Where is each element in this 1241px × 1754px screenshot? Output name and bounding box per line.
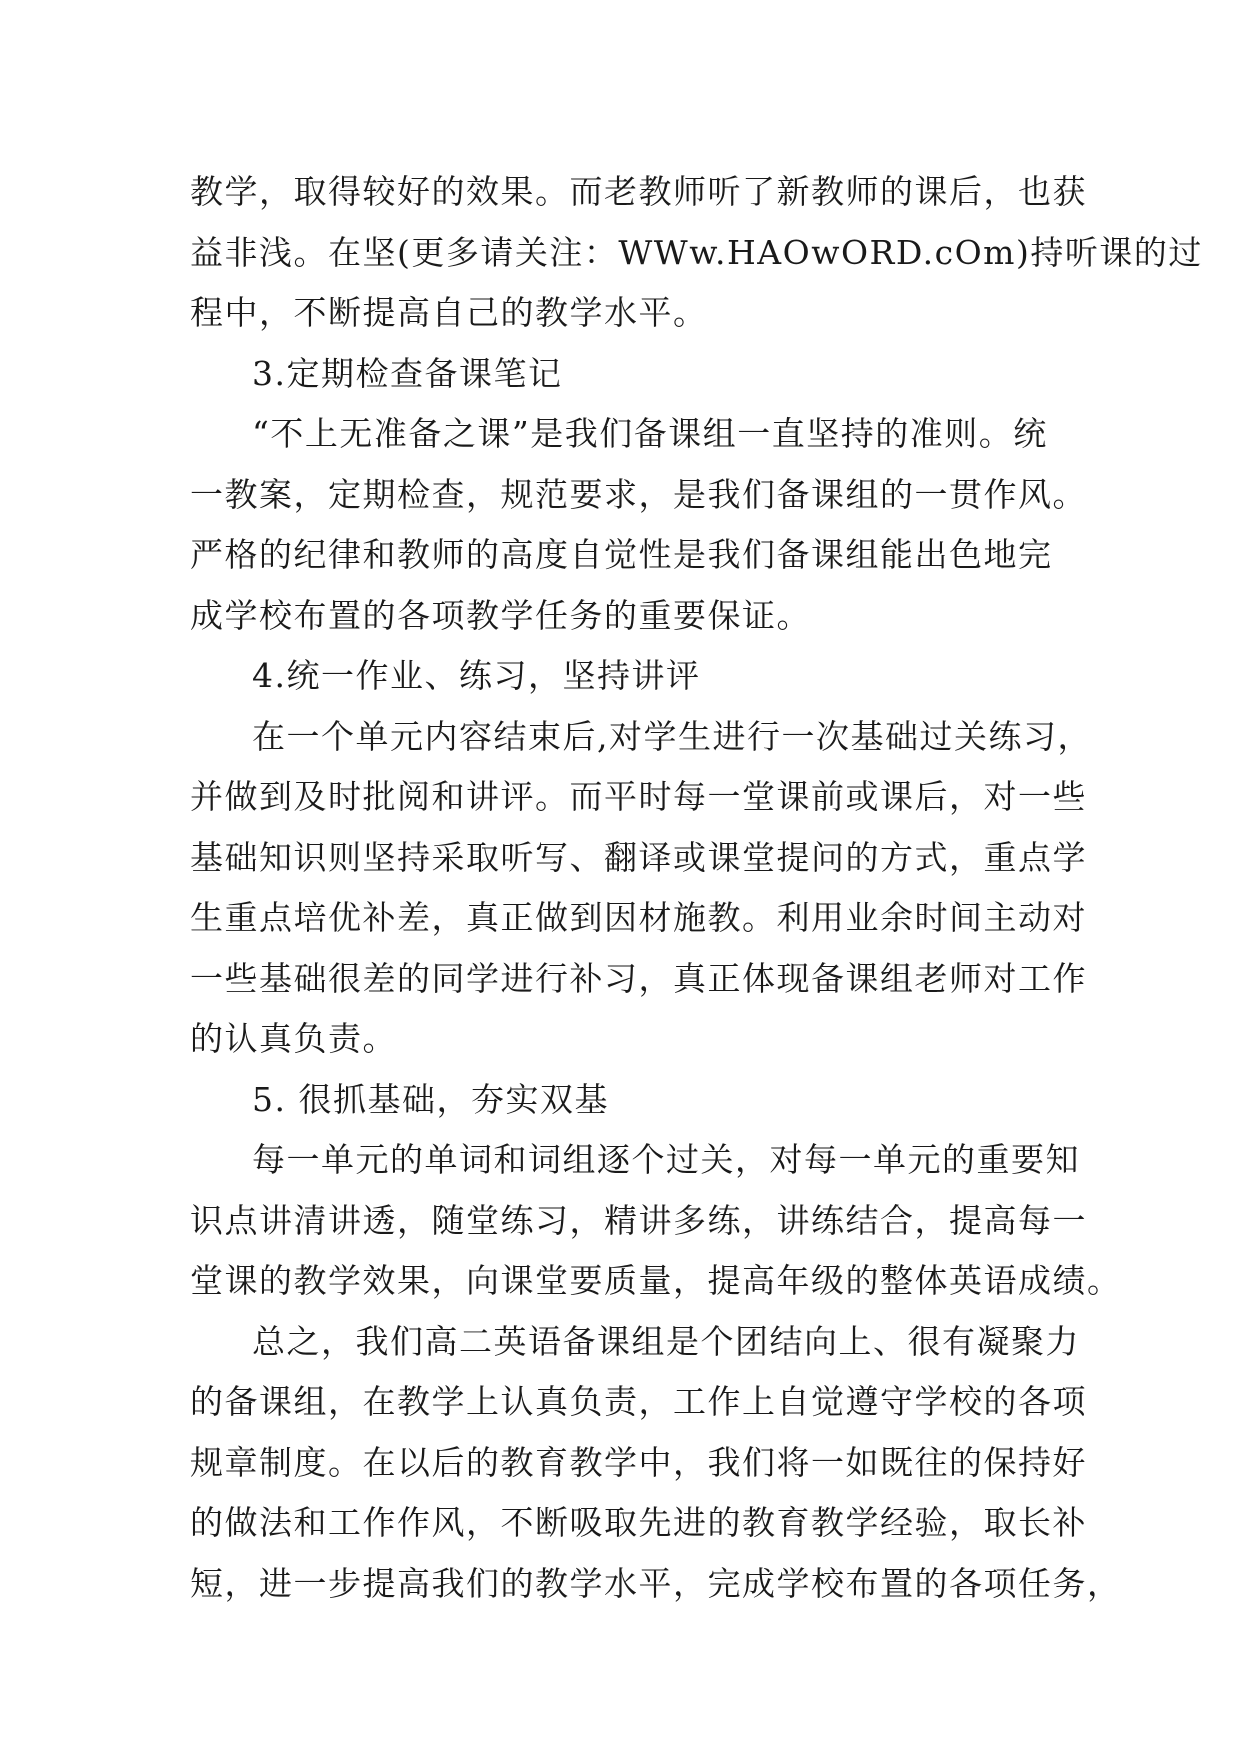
text-line: 的认真负责。 [190,1019,397,1058]
text-line: 一些基础很差的同学进行补习，真正体现备课组老师对工作 [190,958,1087,998]
text-line: 程中，不断提高自己的教学水平。 [190,293,708,332]
text-line: 短，进一步提高我们的教学水平，完成学校布置的各项任务， [190,1563,1122,1603]
paragraph-first-line: 4.统一作业、练习，坚持讲评 [252,656,701,695]
text-line: 基础知识则坚持采取听写、翻译或课堂提问的方式，重点学 [190,837,1087,877]
paragraph-first-line: “不上无准备之课”是我们备课组一直坚持的准则。统 [252,414,1048,453]
text-line: 的做法和工作作风，不断吸取先进的教育教学经验，取长补 [190,1503,1087,1542]
text-line: 并做到及时批阅和讲评。而平时每一堂课前或课后，对一些 [190,777,1087,816]
paragraph-first-line: 5. 很抓基础，夯实双基 [252,1079,609,1119]
text-line: 成学校布置的各项教学任务的重要保证。 [190,595,811,635]
text-line: 益非浅。在坚(更多请关注：WWw.HAOwORD.cOm)持听课的过 [190,232,1203,272]
text-line: 识点讲清讲透，随堂练习，精讲多练，讲练结合，提高每一 [190,1200,1087,1240]
text-line: 规章制度。在以后的教育教学中，我们将一如既往的保持好 [190,1442,1087,1482]
text-line: 生重点培优补差，真正做到因材施教。利用业余时间主动对 [190,898,1087,937]
paragraph-first-line: 每一单元的单词和词组逐个过关，对每一单元的重要知 [252,1140,1080,1179]
text-line: 教学，取得较好的效果。而老教师听了新教师的课后，也获 [190,172,1087,211]
text-line: 一教案，定期检查，规范要求，是我们备课组的一贯作风。 [190,474,1087,514]
document-body [190,162,1203,1614]
paragraph-first-line: 总之，我们高二英语备课组是个团结向上、很有凝聚力 [252,1321,1080,1361]
text-line: 堂课的教学效果，向课堂要质量，提高年级的整体英语成绩。 [190,1261,1122,1300]
paragraph-first-line: 3.定期检查备课笔记 [252,353,563,393]
text-line: 的备课组，在教学上认真负责，工作上自觉遵守学校的各项 [190,1382,1087,1421]
paragraph-first-line: 在一个单元内容结束后,对学生进行一次基础过关练习， [252,716,1092,756]
text-line: 严格的纪律和教师的高度自觉性是我们备课组能出色地完 [190,535,1053,574]
